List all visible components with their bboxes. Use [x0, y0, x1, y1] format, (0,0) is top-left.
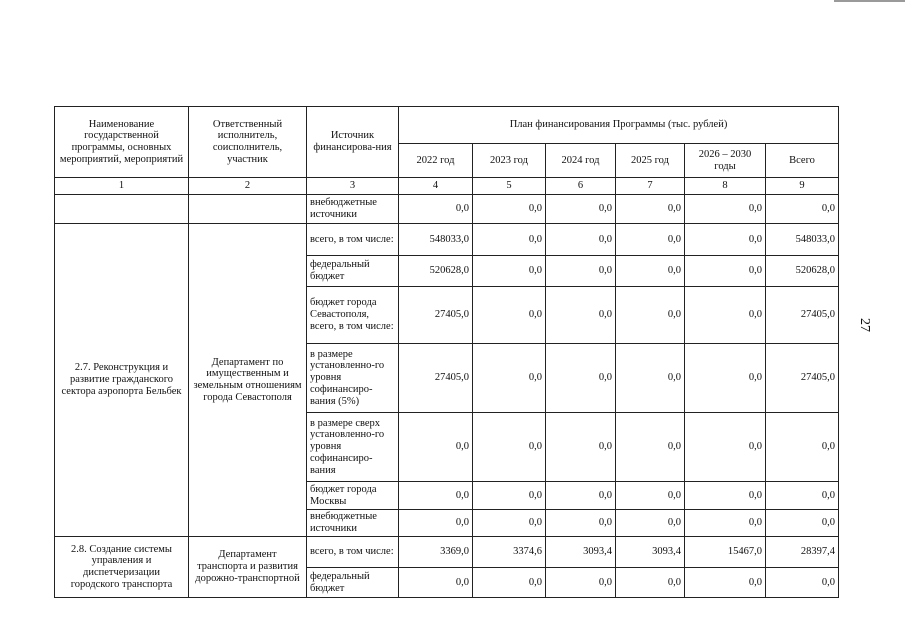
value-cell: 0,0: [546, 510, 616, 537]
value-cell: 0,0: [473, 413, 546, 482]
responsible-cell: Департамент по имущественным и земельным отношениям города Севастополя: [189, 224, 307, 537]
value-cell: 0,0: [473, 482, 546, 510]
value-cell: 0,0: [473, 568, 546, 598]
source-cell: внебюджетные источники: [307, 510, 399, 537]
value-cell: 0,0: [473, 287, 546, 344]
source-cell: федеральный бюджет: [307, 256, 399, 287]
source-cell: в размере установленно-го уровня софинансиро-вания (5%): [307, 344, 399, 413]
source-cell: бюджет города Севастополя, всего, в том числе:: [307, 287, 399, 344]
value-cell: 0,0: [616, 256, 685, 287]
header-years-2026-2030: 2026 – 2030 годы: [685, 144, 766, 178]
value-cell: 0,0: [685, 344, 766, 413]
value-cell: 27405,0: [399, 344, 473, 413]
column-number: 9: [766, 178, 839, 195]
value-cell: 0,0: [546, 256, 616, 287]
value-cell: 0,0: [546, 287, 616, 344]
value-cell: 520628,0: [399, 256, 473, 287]
table-row: [55, 224, 839, 256]
value-cell: 0,0: [546, 195, 616, 224]
header-total: Всего: [766, 144, 839, 178]
value-cell: 0,0: [616, 224, 685, 256]
value-cell: 0,0: [473, 344, 546, 413]
value-cell: 0,0: [546, 224, 616, 256]
column-number: 3: [307, 178, 399, 195]
value-cell: 0,0: [473, 256, 546, 287]
header-program-name: Наименование государственной программы, основных мероприятий, мероприятий: [55, 107, 189, 178]
value-cell: 27405,0: [766, 344, 839, 413]
value-cell: 0,0: [685, 568, 766, 598]
value-cell: 27405,0: [766, 287, 839, 344]
value-cell: 0,0: [616, 195, 685, 224]
value-cell: 15467,0: [685, 537, 766, 568]
column-number: 2: [189, 178, 307, 195]
column-number-row: [55, 178, 839, 195]
source-cell: внебюджетные источники: [307, 195, 399, 224]
value-cell: 548033,0: [399, 224, 473, 256]
program-name-cell: 2.7. Реконструкция и развитие гражданского сектора аэропорта Бельбек: [55, 224, 189, 537]
header-financing-plan: План финансирования Программы (тыс. рублей): [399, 107, 839, 144]
value-cell: 0,0: [685, 224, 766, 256]
value-cell: 0,0: [766, 413, 839, 482]
table-row: [55, 537, 839, 568]
value-cell: 0,0: [685, 482, 766, 510]
value-cell: 3093,4: [616, 537, 685, 568]
top-edge-rule: [834, 0, 905, 2]
source-cell: бюджет города Москвы: [307, 482, 399, 510]
value-cell: 0,0: [766, 510, 839, 537]
value-cell: 28397,4: [766, 537, 839, 568]
value-cell: 0,0: [473, 195, 546, 224]
program-name-cell: 2.8. Создание системы управления и диспетчеризации городского транспорта: [55, 537, 189, 598]
column-number: 8: [685, 178, 766, 195]
value-cell: 520628,0: [766, 256, 839, 287]
value-cell: 0,0: [685, 287, 766, 344]
header-year-2025: 2025 год: [616, 144, 685, 178]
header-source: Источник финансирова-ния: [307, 107, 399, 178]
value-cell: 0,0: [399, 568, 473, 598]
value-cell: 0,0: [546, 568, 616, 598]
value-cell: 0,0: [616, 287, 685, 344]
responsible-cell: Департамент транспорта и развития дорожно-транспортной: [189, 537, 307, 598]
source-cell: федеральный бюджет: [307, 568, 399, 598]
value-cell: 0,0: [766, 195, 839, 224]
value-cell: 3369,0: [399, 537, 473, 568]
value-cell: 0,0: [685, 195, 766, 224]
header-year-2022: 2022 год: [399, 144, 473, 178]
value-cell: 0,0: [473, 224, 546, 256]
column-number: 4: [399, 178, 473, 195]
value-cell: 3093,4: [546, 537, 616, 568]
column-number: 5: [473, 178, 546, 195]
column-number: 6: [546, 178, 616, 195]
table-row: [55, 195, 839, 224]
source-cell: всего, в том числе:: [307, 537, 399, 568]
value-cell: 0,0: [616, 482, 685, 510]
value-cell: 0,0: [546, 482, 616, 510]
value-cell: 0,0: [399, 413, 473, 482]
value-cell: 0,0: [766, 568, 839, 598]
value-cell: 3374,6: [473, 537, 546, 568]
value-cell: 548033,0: [766, 224, 839, 256]
value-cell: 0,0: [616, 413, 685, 482]
value-cell: 0,0: [685, 413, 766, 482]
value-cell: 0,0: [473, 510, 546, 537]
value-cell: 0,0: [546, 344, 616, 413]
source-cell: в размере сверх установленно-го уровня софинансиро-вания: [307, 413, 399, 482]
value-cell: 0,0: [546, 413, 616, 482]
source-cell: всего, в том числе:: [307, 224, 399, 256]
value-cell: 0,0: [399, 510, 473, 537]
program-name-cell: [55, 195, 189, 224]
value-cell: 0,0: [616, 568, 685, 598]
value-cell: 27405,0: [399, 287, 473, 344]
value-cell: 0,0: [616, 510, 685, 537]
page-number: 27: [857, 318, 872, 332]
value-cell: 0,0: [685, 256, 766, 287]
value-cell: 0,0: [685, 510, 766, 537]
financing-plan-table: [54, 106, 839, 598]
value-cell: 0,0: [616, 344, 685, 413]
value-cell: 0,0: [399, 195, 473, 224]
header-year-2023: 2023 год: [473, 144, 546, 178]
responsible-cell: [189, 195, 307, 224]
value-cell: 0,0: [766, 482, 839, 510]
value-cell: 0,0: [399, 482, 473, 510]
column-number: 1: [55, 178, 189, 195]
column-number: 7: [616, 178, 685, 195]
header-year-2024: 2024 год: [546, 144, 616, 178]
header-responsible: Ответственный исполнитель, соисполнитель, участник: [189, 107, 307, 178]
